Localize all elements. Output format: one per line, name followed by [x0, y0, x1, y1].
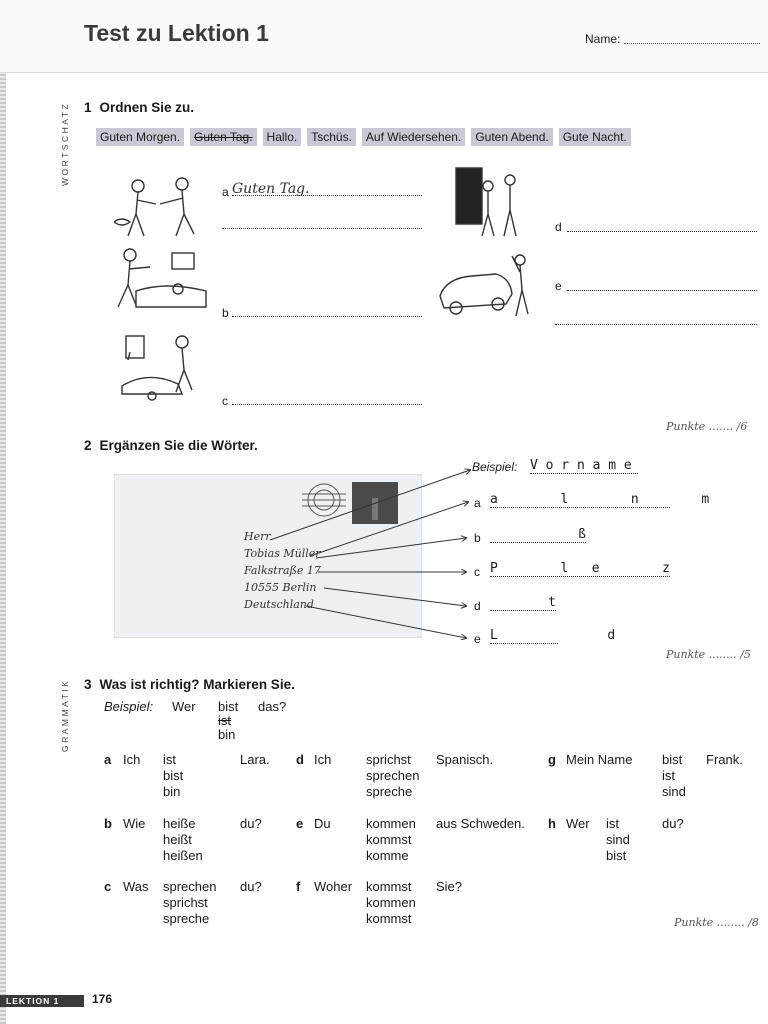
chip-2: Hallo. — [263, 128, 302, 146]
example-subject: Wer — [172, 699, 196, 714]
section-2-number: 2 — [84, 438, 92, 453]
item-3a-subject: Ich — [123, 752, 141, 767]
item-3f-option-2[interactable]: kommst — [366, 911, 412, 926]
section-3-title — [84, 677, 295, 692]
item-3f-option-0[interactable]: kommst — [366, 879, 412, 894]
item-3e-option-2[interactable]: komme — [366, 848, 409, 863]
item-3c-option-1[interactable]: sprichst — [163, 895, 208, 910]
item-1a-answer-line[interactable] — [232, 180, 422, 196]
item-3c-subject: Was — [123, 879, 149, 894]
item-3c-letter: c — [104, 879, 112, 894]
item-3h-option-0[interactable]: ist — [606, 816, 619, 831]
item-2d-letter: d — [474, 599, 481, 613]
item-1c-answer-line[interactable] — [232, 392, 422, 405]
item-2c-word[interactable]: P l e z — [490, 561, 671, 576]
item-3d-option-2[interactable]: spreche — [366, 784, 413, 799]
item-3g-rest: Frank. — [706, 752, 743, 767]
item-3b-option-2[interactable]: heißen — [163, 848, 203, 863]
chip-1: Guten Tag. — [190, 128, 257, 146]
address-line-3: 10555 Berlin — [244, 581, 317, 594]
item-3g-option-0[interactable]: bist — [662, 752, 683, 767]
section-1-heading: Ordnen Sie zu. — [99, 100, 195, 115]
item-3e-option-1[interactable]: kommst — [366, 832, 412, 847]
example-option-2[interactable]: bin — [218, 727, 236, 742]
item-3f-letter: f — [296, 879, 301, 894]
item-3b-option-1[interactable]: heißt — [163, 832, 192, 847]
word-chips — [96, 128, 631, 146]
connector-arrows — [240, 460, 480, 650]
illustration-morning-bed — [106, 245, 216, 315]
item-3c-option-0[interactable]: sprechen — [163, 879, 217, 894]
item-2e-letter: e — [474, 632, 481, 646]
item-1d-letter: d — [555, 220, 562, 234]
example-word: V o r n a m e — [530, 458, 638, 474]
item-3h-subject: Wer — [566, 816, 590, 831]
item-3f-subject: Woher — [314, 879, 353, 894]
illustration-night — [118, 330, 210, 402]
item-3d-letter: d — [296, 752, 304, 767]
item-1a-answer: Guten Tag. — [232, 181, 310, 197]
page-number: 176 — [92, 992, 113, 1006]
item-3a-rest: Lara. — [240, 752, 270, 767]
item-3e-subject: Du — [314, 816, 331, 831]
item-1c-letter: c — [222, 394, 228, 408]
item-3c-option-2[interactable]: spreche — [163, 911, 210, 926]
item-3b-subject: Wie — [123, 816, 146, 831]
illustration-greeting — [108, 172, 214, 240]
item-1a-letter: a — [222, 185, 229, 199]
side-label-wortschatz: WORTSCHATZ — [60, 101, 70, 186]
item-3h-letter: h — [548, 816, 556, 831]
item-3g-subject: Mein Name — [566, 752, 633, 767]
item-3e-option-0[interactable]: kommen — [366, 816, 416, 831]
chip-3: Tschüs. — [307, 128, 356, 146]
item-3g-option-1[interactable]: ist — [662, 768, 675, 783]
chip-6: Gute Nacht. — [559, 128, 631, 146]
address-line-0: Herr — [244, 530, 271, 543]
item-3d-option-0[interactable]: sprichst — [366, 752, 411, 767]
item-3g-option-2[interactable]: sind — [662, 784, 686, 799]
item-3d-subject: Ich — [314, 752, 332, 767]
illustration-car — [436, 250, 540, 322]
lesson-badge: LEKTION 1 — [0, 995, 84, 1007]
scan-edge-stripe — [0, 0, 6, 1024]
item-2c-letter: c — [474, 565, 480, 579]
section-3-number: 3 — [84, 677, 92, 692]
item-3a-letter: a — [104, 752, 112, 767]
item-3e-letter: e — [296, 816, 304, 831]
side-label-grammatik: GRAMMATIK — [60, 678, 70, 752]
section-1-title — [84, 100, 194, 115]
item-3f-option-1[interactable]: kommen — [366, 895, 416, 910]
item-3d-rest: Spanisch. — [436, 752, 494, 767]
example-option-0[interactable]: bist — [218, 699, 239, 714]
section-2-title — [84, 438, 258, 453]
address-line-2: Falkstraße 17 — [244, 564, 321, 577]
item-3f-rest: Sie? — [436, 879, 463, 894]
example-rest: das? — [258, 699, 287, 714]
example-label: Beispiel: — [472, 460, 518, 474]
item-2e-word[interactable]: L d — [490, 628, 616, 643]
chip-0: Guten Morgen. — [96, 128, 184, 146]
item-2b-word[interactable]: ß — [490, 527, 586, 543]
item-1d-answer-line[interactable] — [567, 219, 757, 232]
name-field[interactable] — [624, 43, 760, 44]
address-line-1: Tobias Müller — [244, 547, 321, 560]
section-3-heading: Was ist richtig? Markieren Sie. — [99, 677, 295, 692]
item-1b-letter: b — [222, 306, 229, 320]
section-3-points: Punkte ........ /8 — [674, 916, 759, 929]
item-3g-letter: g — [548, 752, 556, 767]
item-3h-option-2[interactable]: bist — [606, 848, 627, 863]
item-3a-option-1[interactable]: bist — [163, 768, 184, 783]
item-3a-option-0[interactable]: ist — [163, 752, 176, 767]
illustration-door — [452, 164, 524, 240]
item-3c-rest: du? — [240, 879, 262, 894]
item-1e-extra-line[interactable] — [555, 312, 757, 325]
address-line-4: Deutschland — [244, 598, 314, 611]
item-3b-option-0[interactable]: heiße — [163, 816, 196, 831]
example-label-3: Beispiel: — [104, 699, 154, 714]
section-1-points: Punkte ....... /6 — [666, 420, 748, 433]
item-1e-letter: e — [555, 279, 562, 293]
section-2-points: Punkte ........ /5 — [666, 648, 751, 661]
item-1e-answer-line[interactable] — [567, 278, 757, 291]
section-1-number: 1 — [84, 100, 92, 115]
item-1a-extra-line[interactable] — [222, 216, 422, 229]
item-3a-option-2[interactable]: bin — [163, 784, 181, 799]
chip-4: Auf Wiedersehen. — [362, 128, 465, 146]
item-2a-letter: a — [474, 496, 481, 510]
item-2b-letter: b — [474, 531, 481, 545]
name-label: Name: — [585, 32, 621, 46]
item-2d-word[interactable]: t — [490, 595, 556, 611]
item-3h-option-1[interactable]: sind — [606, 832, 630, 847]
item-2a-word[interactable]: a l n m — [490, 492, 710, 507]
item-3h-rest: du? — [662, 816, 684, 831]
page-title: Test zu Lektion 1 — [84, 20, 269, 46]
item-3e-rest: aus Schweden. — [436, 816, 525, 831]
item-3d-option-1[interactable]: sprechen — [366, 768, 420, 783]
chip-5: Guten Abend. — [471, 128, 552, 146]
example-option-1[interactable]: ist — [218, 713, 231, 728]
item-1b-answer-line[interactable] — [232, 304, 422, 317]
item-3b-rest: du? — [240, 816, 262, 831]
section-2-heading: Ergänzen Sie die Wörter. — [99, 438, 258, 453]
item-3b-letter: b — [104, 816, 112, 831]
